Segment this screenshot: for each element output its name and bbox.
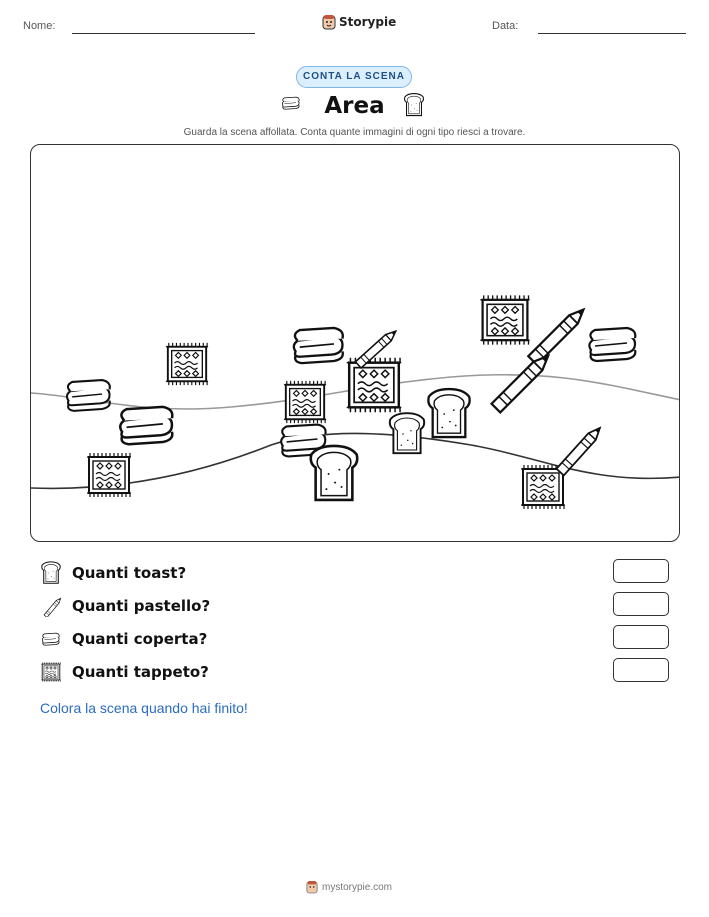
crayon-icon	[40, 595, 62, 617]
storypie-mascot-icon	[322, 14, 336, 30]
brand-logo	[322, 14, 396, 30]
rug	[343, 355, 405, 415]
answer-box-crayon[interactable]	[613, 592, 669, 616]
question-text: Quanti coperta?	[72, 630, 208, 648]
question-toast	[40, 561, 186, 585]
answer-box-blanket[interactable]	[613, 625, 669, 649]
blanket	[287, 323, 351, 367]
question-rug	[40, 660, 209, 684]
blanket	[583, 323, 643, 365]
question-blanket	[40, 627, 207, 651]
toast	[307, 443, 361, 505]
instructions: Guarda la scena affollata. Conta quante immagini di ogni tipo riesci a trovare.	[183, 127, 526, 138]
scene-frame	[30, 144, 680, 542]
scene-badge: CONTA LA SCENA	[296, 66, 412, 88]
question-text: Quanti toast?	[72, 564, 187, 582]
rug	[161, 341, 213, 387]
rug	[477, 293, 533, 347]
toast	[387, 411, 427, 457]
answer-box-toast[interactable]	[613, 559, 669, 583]
brand-name: Storypie	[339, 15, 397, 29]
question-crayon	[40, 594, 210, 618]
page-title: Area	[324, 93, 385, 119]
footer-url[interactable]: mystorypie.com	[322, 881, 393, 893]
name-field[interactable]	[72, 33, 255, 34]
question-text: Quanti pastello?	[72, 597, 211, 615]
rug	[83, 451, 135, 499]
blanket-icon	[40, 630, 62, 648]
rug	[281, 379, 329, 425]
blanket	[61, 375, 117, 415]
name-label: Nome:	[23, 20, 56, 32]
coloring-note: Colora la scena quando hai finito!	[40, 700, 248, 716]
toast-icon	[40, 561, 62, 585]
storypie-mascot-icon	[306, 880, 318, 894]
toast-icon	[403, 92, 425, 118]
date-field[interactable]	[538, 33, 686, 34]
toast	[425, 387, 473, 441]
date-label: Data:	[492, 20, 519, 32]
footer	[306, 880, 392, 894]
blanket	[113, 401, 181, 449]
answer-box-rug[interactable]	[613, 658, 669, 682]
question-text: Quanti tappeto?	[72, 663, 209, 681]
rug-icon	[40, 661, 62, 683]
